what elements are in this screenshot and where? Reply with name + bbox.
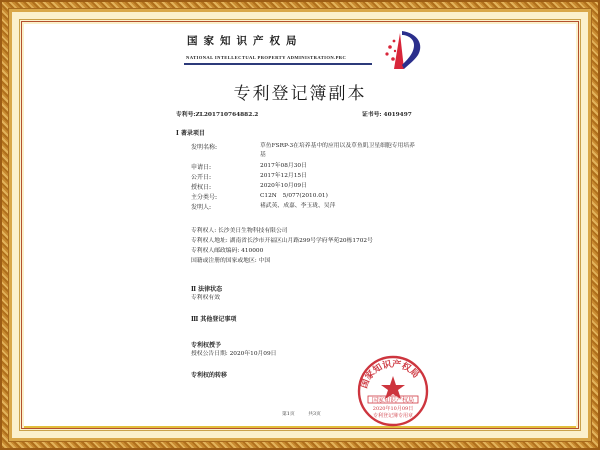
- agency-name-en: NATIONAL INTELLECTUAL PROPERTY ADMINISTRATION.PRC: [186, 55, 347, 60]
- patent-holder-address: 专利权人地址: 湖南省长沙市开福区山月路299号学府华苑20栋1702号: [191, 238, 373, 244]
- agency-name-cn: 国家知识产权局: [187, 35, 303, 47]
- page-indicator: [282, 410, 333, 417]
- section-2-heading: Ⅱ 法律状态: [191, 286, 223, 293]
- page-number: 第1页: [282, 412, 295, 417]
- patent-holder-postcode: 专利权人邮政编码: 410000: [191, 248, 264, 254]
- patent-number: 专利号:ZL201710764882.2: [176, 112, 259, 118]
- svg-text:国家知识产权局: 国家知识产权局: [359, 359, 421, 390]
- official-seal-icon: [356, 354, 430, 428]
- section-1-heading: I 著录项目: [176, 130, 205, 137]
- svg-text:2020年10月09日: 2020年10月09日: [372, 406, 414, 412]
- section-3-heading: Ⅲ 其他登记事项: [191, 316, 237, 323]
- field-label-main-classification: 主分类号:: [191, 194, 218, 201]
- cnipa-logo-icon: [378, 25, 428, 75]
- field-label-publication-date: 公开日:: [191, 174, 212, 181]
- field-value-main-classification: C12N 5/077(2010.01): [260, 193, 328, 199]
- field-value-grant-date: 2020年10月09日: [260, 183, 307, 189]
- field-label-grant-date: 授权日:: [191, 184, 212, 191]
- transfer-heading: 专利权的转移: [191, 372, 228, 379]
- grant-heading: 专利权授予: [191, 342, 222, 349]
- svg-text:专利登记簿专用章: 专利登记簿专用章: [372, 413, 414, 419]
- field-label-invention-name: 发明名称:: [191, 144, 218, 151]
- header-divider: [184, 63, 372, 65]
- field-value-publication-date: 2017年12月15日: [260, 173, 307, 179]
- page-total: 共3页: [308, 412, 321, 417]
- field-value-application-date: 2017年08月30日: [260, 163, 307, 169]
- legal-status: 专利权有效: [191, 295, 220, 301]
- certificate-number: 证书号: 4019497: [362, 112, 412, 118]
- document-title: 专利登记簿副本: [233, 84, 367, 104]
- patent-holder-country: 国籍或注册的国家或地区: 中国: [191, 258, 271, 264]
- grant-announcement-date: 授权公告日期: 2020年10月09日: [191, 351, 277, 357]
- field-label-application-date: 申请日:: [191, 164, 212, 171]
- svg-text:国家知识产权局: 国家知识产权局: [371, 397, 415, 404]
- field-value-invention-name: 草鱼FSRP-3在培养基中的应用以及草鱼肌卫星细胞专用培养基: [260, 143, 415, 159]
- patent-holder: 专利权人: 长沙美日生物科技有限公司: [191, 228, 288, 234]
- field-value-inventors: 褚武英、成嘉、李玉珑、吴萍: [260, 203, 336, 209]
- field-label-inventors: 发明人:: [191, 204, 212, 211]
